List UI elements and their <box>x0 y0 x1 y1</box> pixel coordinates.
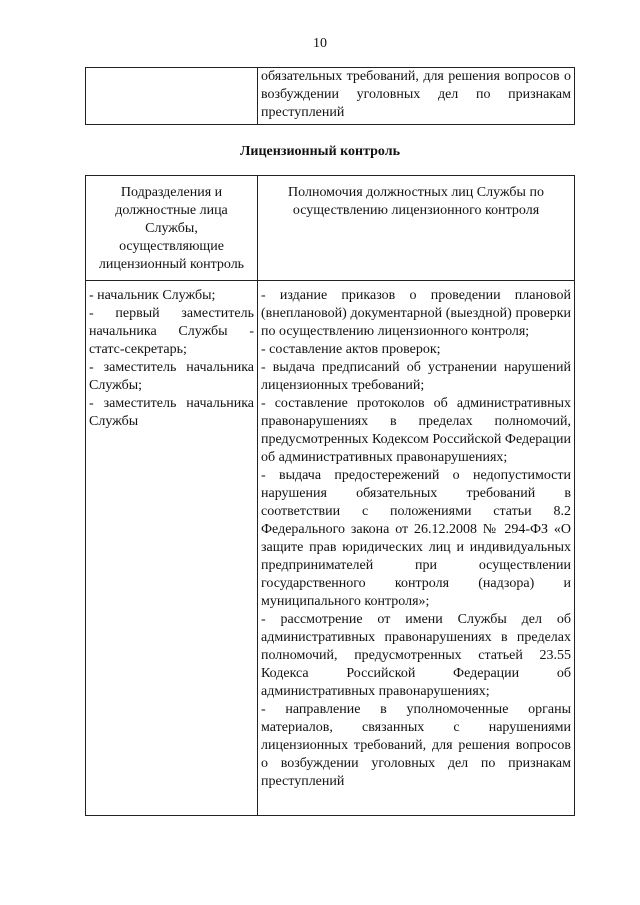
table-row <box>86 281 575 816</box>
power-item: - выдача предостережений о недопустимости нарушения обязательных требований в соответствии с положениями статьи 8.2 Федерального закона от 26.12.2008 № 294-ФЗ «О защите прав юридических лиц и индивидуальных предпринимателей при осуществлении государственного контроля (надзора) и муниципального контроля»; <box>261 468 571 609</box>
licensing-control-table <box>85 175 575 816</box>
power-item: - рассмотрение от имени Службы дел об административных правонарушениях в пределах полномочий, предусмотренных статьей 23.55 Кодекса Российской Федерации об административных правонарушениях; <box>261 612 571 699</box>
header-line: осуществлению лицензионного контроля <box>292 203 540 218</box>
header-line: должностные лица <box>115 203 228 218</box>
empty-cell <box>86 68 258 125</box>
power-item: - составление актов проверок; <box>261 342 441 357</box>
continuation-table <box>85 67 575 125</box>
official-item: - начальник Службы; <box>89 288 216 303</box>
official-item: - первый заместитель начальника Службы - статс-секретарь; <box>89 306 254 357</box>
official-item: - заместитель начальника Службы; <box>89 360 254 393</box>
header-line: осуществляющие <box>119 239 224 254</box>
powers-continuation-cell: обязательных требований, для решения вопросов о возбуждении уголовных дел по признакам преступлений <box>258 68 575 125</box>
power-item: - издание приказов о проведении плановой (внеплановой) документарной (выездной) проверки по осуществлению лицензионного контроля; <box>261 288 571 339</box>
header-powers-cell <box>258 176 575 281</box>
header-line: лицензионный контроль <box>98 257 245 272</box>
power-item: - направление в уполномоченные органы материалов, связанных с нарушениями лицензионных требований, для решения вопросов о возбуждении уголовных дел по признакам преступлений <box>261 702 571 789</box>
header-line: Службы, <box>145 221 198 236</box>
power-item: - составление протоколов об административных правонарушениях в пределах полномочий, предусмотренных Кодексом Российской Федерации об административных правонарушениях; <box>261 396 571 465</box>
header-officials-cell <box>86 176 258 281</box>
table-row <box>86 68 575 125</box>
table-header-row <box>86 176 575 281</box>
power-item: - выдача предписаний об устранении нарушений лицензионных требований; <box>261 360 571 393</box>
section-title: Лицензионный контроль <box>239 144 401 159</box>
page-number: 10 <box>313 36 327 51</box>
official-item: - заместитель начальника Службы <box>89 396 254 429</box>
header-line: Полномочия должностных лиц Службы по <box>288 185 544 200</box>
officials-cell <box>86 281 258 816</box>
header-line: Подразделения и <box>120 185 223 200</box>
powers-cell <box>258 281 575 816</box>
